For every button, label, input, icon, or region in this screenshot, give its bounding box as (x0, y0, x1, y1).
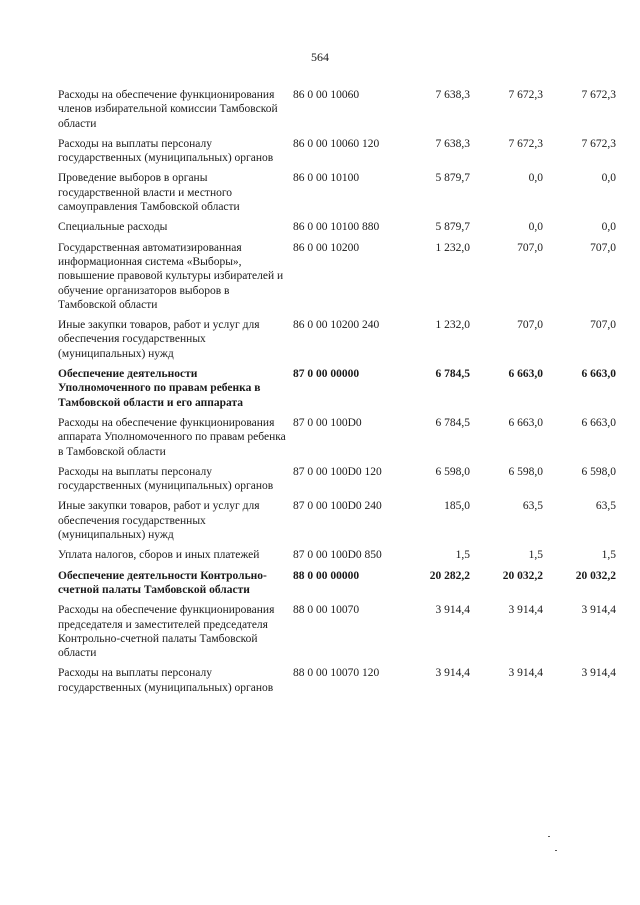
row-value-3: 707,0 (590, 319, 616, 332)
row-name: Обеспечение деятельности Контрольно-счетной палаты Тамбовской области (58, 569, 267, 596)
table-row (58, 137, 618, 166)
row-code: 86 0 00 10100 880 (293, 221, 380, 234)
row-code: 87 0 00 100D0 240 (293, 500, 382, 513)
budget-table (58, 88, 618, 701)
row-name: Государственная автоматизированная информационная система «Выборы», повышение правовой культуры избирателей и обучение организаторов выборов в Тамбовской области (58, 241, 284, 311)
row-value-3: 3 914,4 (581, 667, 616, 680)
table-row-section (58, 367, 618, 410)
row-value-2: 707,0 (517, 319, 543, 332)
row-value-1: 185,0 (444, 500, 470, 513)
row-value-1: 1 232,0 (435, 241, 470, 254)
row-value-1: 3 914,4 (435, 667, 470, 680)
row-name: Специальные расходы (58, 221, 168, 234)
row-value-1: 3 914,4 (435, 604, 470, 617)
row-value-2: 7 672,3 (508, 137, 543, 150)
row-name: Иные закупки товаров, работ и услуг для обеспечения государственных (муниципальных) нужд (58, 500, 260, 542)
row-value-3: 0,0 (601, 172, 616, 185)
row-value-2: 6 598,0 (508, 465, 543, 478)
table-row-section (58, 569, 618, 598)
row-value-2: 3 914,4 (508, 604, 543, 617)
row-value-2: 0,0 (528, 172, 543, 185)
row-value-2: 0,0 (528, 221, 543, 234)
row-value-1: 1,5 (455, 549, 470, 562)
row-value-1: 7 638,3 (435, 137, 470, 150)
row-code: 88 0 00 10070 (293, 604, 360, 617)
row-value-1: 5 879,7 (435, 172, 470, 185)
row-value-1: 5 879,7 (435, 221, 470, 234)
row-code: 86 0 00 10060 (293, 89, 360, 101)
row-value-1: 1 232,0 (435, 319, 470, 332)
row-value-1: 20 282,2 (429, 569, 470, 582)
table-row (58, 220, 618, 234)
row-code: 86 0 00 10200 (293, 241, 360, 254)
row-code: 86 0 00 10200 240 (293, 319, 380, 332)
row-value-2: 63,5 (522, 500, 543, 513)
row-name: Расходы на обеспечение функционирования председателя и заместителей председателя Контрольно-счетной палаты Тамбовской области (58, 604, 275, 660)
row-name: Расходы на обеспечение функционирования членов избирательной комиссии Тамбовской области (58, 89, 278, 130)
row-value-3: 7 672,3 (581, 137, 616, 150)
row-value-3: 20 032,2 (575, 569, 616, 582)
table-row (58, 499, 618, 542)
row-name: Расходы на выплаты персоналу государственных (муниципальных) органов (58, 465, 274, 493)
row-code: 88 0 00 10070 120 (293, 667, 380, 680)
row-value-2: 3 914,4 (508, 667, 543, 680)
row-code: 86 0 00 10100 (293, 172, 360, 185)
row-code: 87 0 00 00000 (293, 368, 360, 381)
row-code: 86 0 00 10060 120 (293, 137, 380, 150)
row-value-2: 6 663,0 (508, 368, 543, 381)
table-row (58, 88, 618, 131)
row-name: Уплата налогов, сборов и иных платежей (58, 549, 260, 562)
table-row (58, 666, 618, 695)
row-value-3: 3 914,4 (581, 604, 616, 617)
row-value-3: 6 598,0 (581, 465, 616, 478)
row-value-3: 1,5 (601, 549, 616, 562)
row-value-1: 7 638,3 (435, 89, 470, 101)
row-name: Иные закупки товаров, работ и услуг для обеспечения государственных (муниципальных) нужд (58, 319, 260, 360)
row-value-3: 6 663,0 (581, 368, 616, 381)
row-value-2: 20 032,2 (502, 569, 543, 582)
row-name: Расходы на обеспечение функционирования аппарата Уполномоченного по правам ребенка в Тамбовской области (58, 416, 286, 458)
row-value-1: 6 784,5 (435, 368, 470, 381)
table-row (58, 318, 618, 361)
row-value-3: 7 672,3 (581, 89, 616, 101)
row-code: 87 0 00 100D0 850 (293, 549, 382, 562)
row-value-3: 0,0 (601, 221, 616, 234)
row-value-2: 7 672,3 (508, 89, 543, 101)
row-code: 87 0 00 100D0 (293, 416, 362, 429)
row-code: 88 0 00 00000 (293, 569, 360, 582)
row-value-3: 63,5 (595, 500, 616, 513)
row-name: Проведение выборов в органы государственной власти и местного самоуправления Тамбовской области (58, 172, 240, 214)
row-value-1: 6 784,5 (435, 416, 470, 429)
page-number: 564 (311, 50, 329, 64)
table-row (58, 548, 618, 562)
table-row (58, 241, 618, 312)
table-row (58, 603, 618, 660)
table-row (58, 171, 618, 214)
row-value-3: 6 663,0 (581, 416, 616, 429)
row-name: Расходы на выплаты персоналу государственных (муниципальных) органов (58, 137, 274, 165)
row-value-2: 707,0 (517, 241, 543, 254)
row-name: Обеспечение деятельности Уполномоченного по правам ребенка в Тамбовской области и его аппарата (58, 368, 261, 409)
table-row (58, 465, 618, 494)
row-value-2: 1,5 (528, 549, 543, 562)
table-row (58, 416, 618, 459)
scan-speck (548, 836, 550, 837)
row-value-3: 707,0 (590, 241, 616, 254)
row-name: Расходы на выплаты персоналу государственных (муниципальных) органов (58, 667, 274, 694)
row-value-2: 6 663,0 (508, 416, 543, 429)
row-value-1: 6 598,0 (435, 465, 470, 478)
scan-speck (555, 850, 557, 851)
row-code: 87 0 00 100D0 120 (293, 465, 382, 478)
